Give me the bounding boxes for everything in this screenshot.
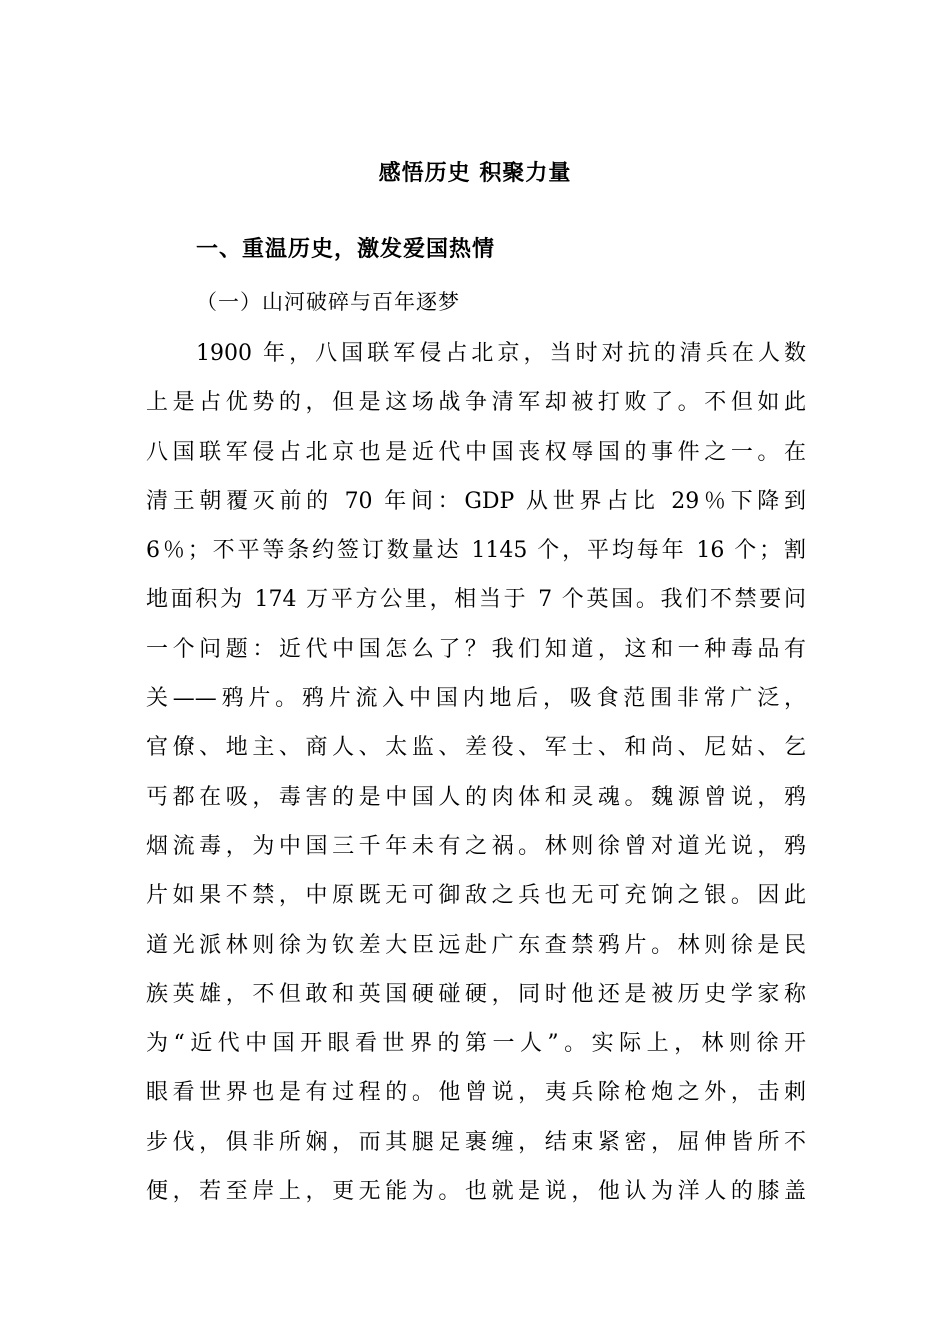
paragraph-line: 地面积为 174 万平方公里，相当于 7 个英国。我们不禁要问 (146, 587, 806, 613)
paragraph-line: 丐都在吸，毒害的是中国人的肉体和灵魂。魏源曾说，鸦 (146, 784, 806, 810)
document-title: 感悟历史 积聚力量 (378, 161, 572, 186)
paragraph-line: 官僚、地主、商人、太监、差役、军士、和尚、尼姑、乞 (146, 735, 806, 761)
paragraph-line: 便，若至岸上，更无能为。也就是说，他认为洋人的膝盖 (146, 1179, 806, 1205)
paragraph-line: 道光派林则徐为钦差大臣远赴广东查禁鸦片。林则徐是民 (146, 932, 806, 958)
paragraph-line: 一个问题：近代中国怎么了？我们知道，这和一种毒品有 (146, 636, 806, 662)
paragraph-line: 6％；不平等条约签订数量达 1145 个，平均每年 16 个；割 (146, 538, 806, 564)
paragraph-line: 为“近代中国开眼看世界的第一人”。实际上，林则徐开 (146, 1031, 806, 1057)
section-heading: 一、重温历史，激发爱国热情 (196, 237, 496, 262)
paragraph-line: 步伐，俱非所娴，而其腿足裹缠，结束紧密，屈伸皆所不 (146, 1129, 806, 1155)
paragraph-line: 八国联军侵占北京也是近代中国丧权辱国的事件之一。在 (146, 439, 806, 465)
body-paragraph (146, 334, 806, 1221)
paragraph-line: 清王朝覆灭前的 70 年间：GDP 从世界占比 29％下降到 (146, 488, 806, 514)
paragraph-line: 上是占优势的，但是这场战争清军却被打败了。不但如此 (146, 390, 806, 416)
paragraph-line: 眼看世界也是有过程的。他曾说，夷兵除枪炮之外，击刺 (146, 1080, 806, 1106)
paragraph-line: 烟流毒，为中国三千年未有之祸。林则徐曾对道光说，鸦 (146, 833, 806, 859)
paragraph-line: 族英雄，不但敢和英国硬碰硬，同时他还是被历史学家称 (146, 981, 806, 1007)
subsection-heading: （一）山河破碎与百年逐梦 (196, 290, 460, 314)
paragraph-line: 关——鸦片。鸦片流入中国内地后，吸食范围非常广泛， (146, 686, 806, 712)
paragraph-line: 片如果不禁，中原既无可御敌之兵也无可充饷之银。因此 (146, 883, 806, 909)
paragraph-line: 1900 年，八国联军侵占北京，当时对抗的清兵在人数 (196, 341, 806, 366)
